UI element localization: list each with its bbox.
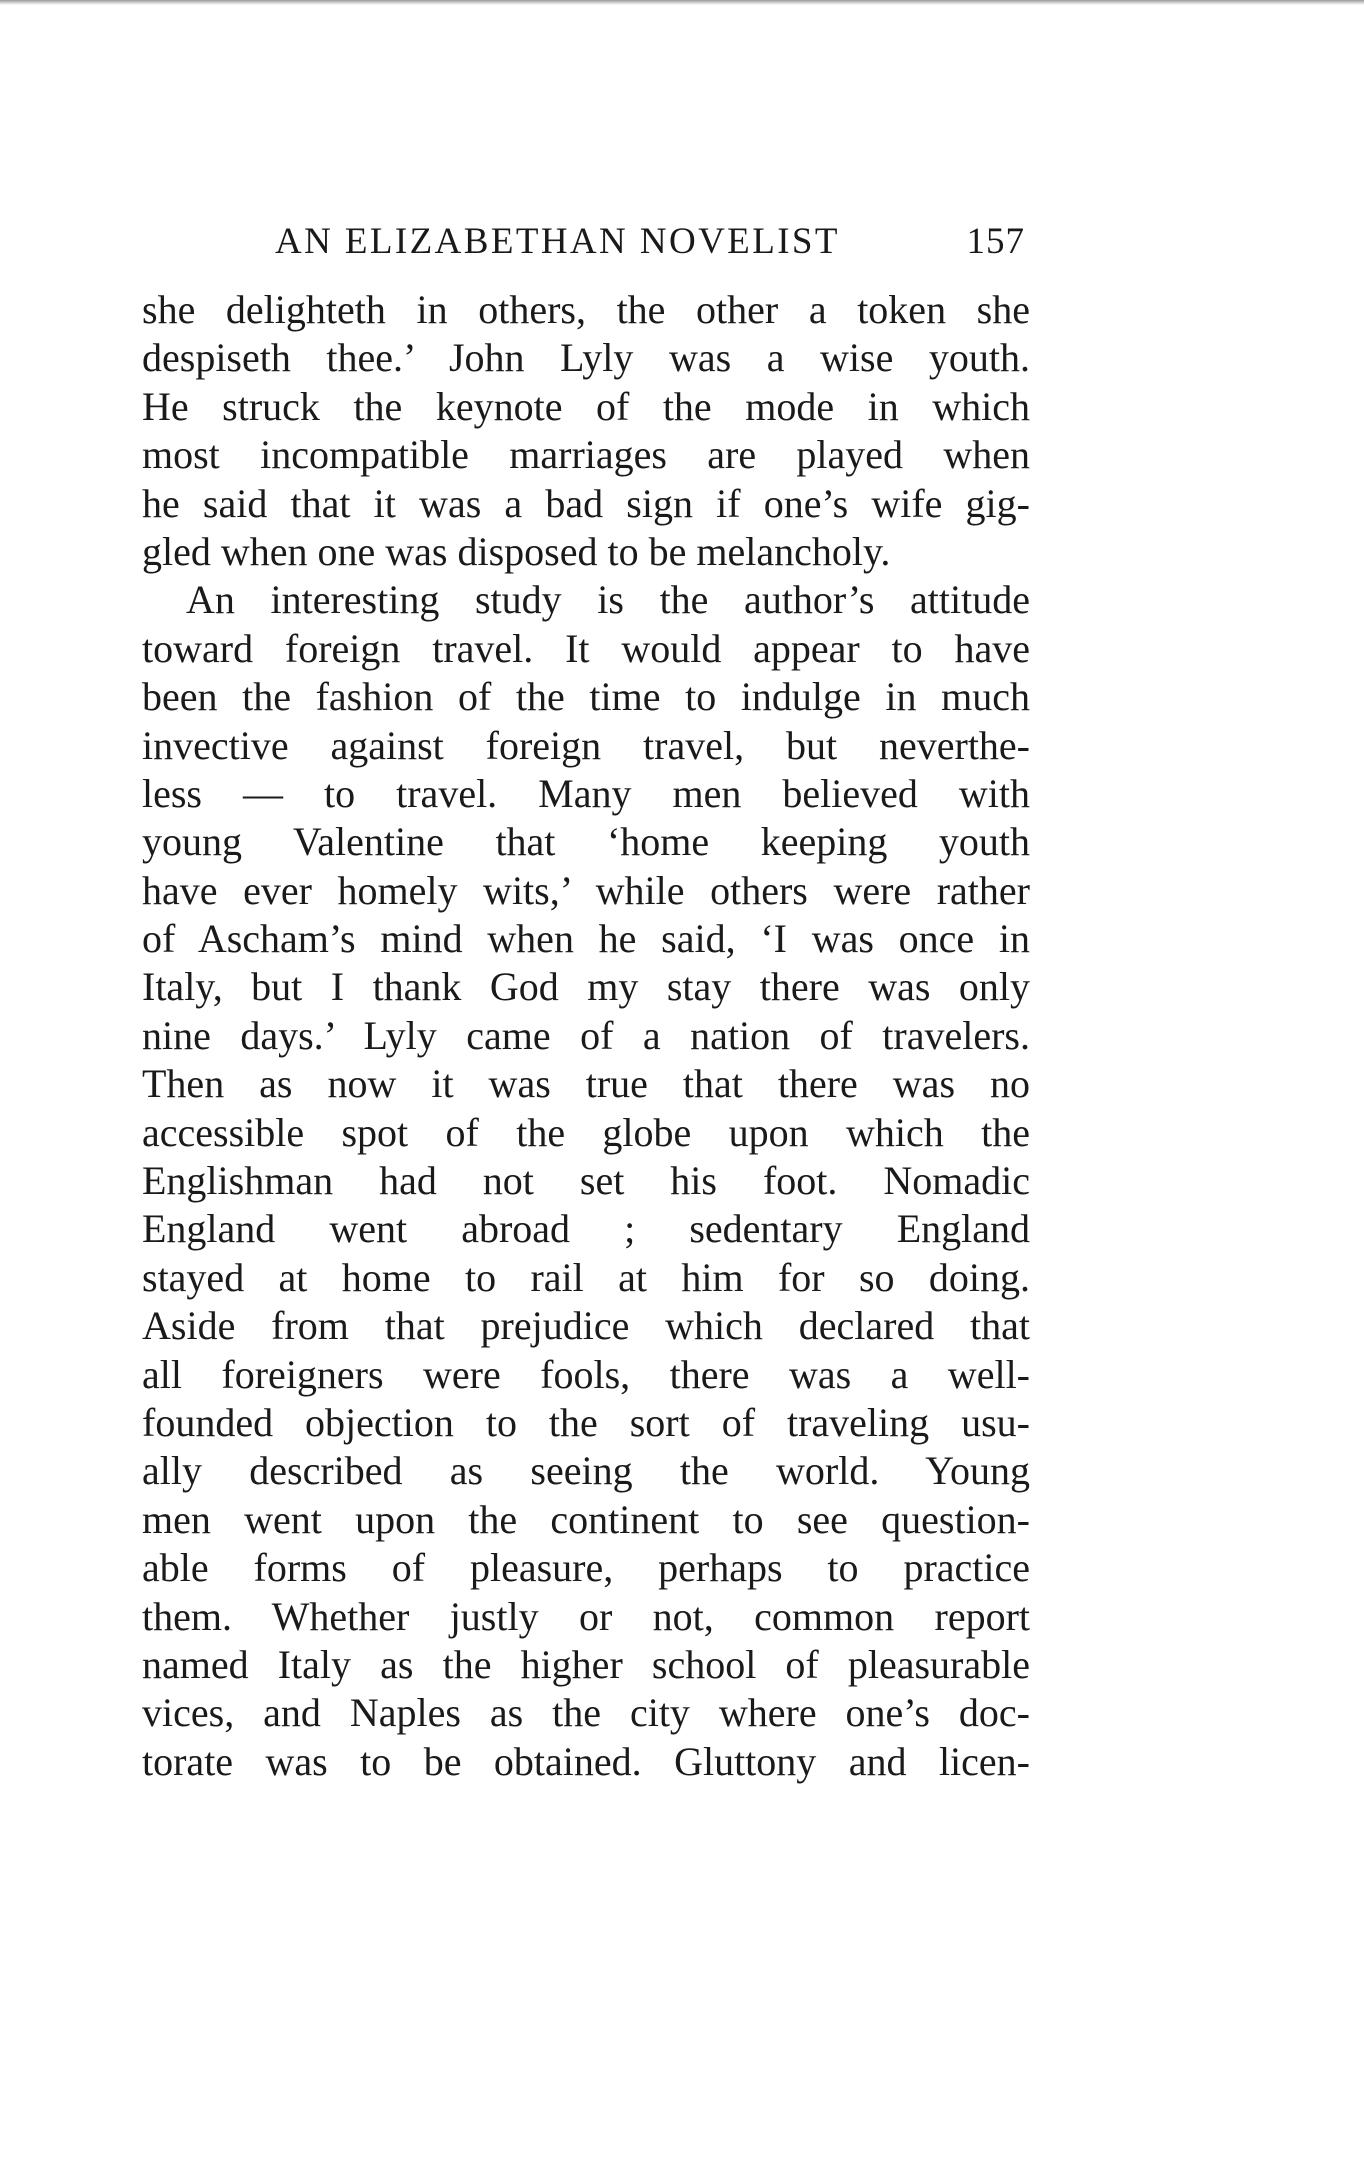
text-line: able forms of pleasure, perhaps to practice [142,1545,1030,1591]
text-line: Italy, but I thank God my stay there was only [142,964,1030,1010]
body-text [142,286,1030,1786]
text-line: torate was to be obtained. Gluttony and licen- [142,1738,1030,1784]
text-line: He struck the keynote of the mode in which [142,383,1030,429]
text-line: all foreigners were fools, there was a well- [142,1351,1030,1397]
text-line: accessible spot of the globe upon which the [142,1109,1030,1155]
text-line: Aside from that prejudice which declared that [142,1303,1030,1349]
text-line: ally described as seeing the world. Young [142,1448,1030,1494]
text-line: England went abroad ; sedentary England [142,1206,1030,1252]
text-line: less — to travel. Many men believed with [142,770,1030,816]
text-line: them. Whether justly or not, common report [142,1593,1030,1639]
text-line: been the fashion of the time to indulge in much [142,674,1030,720]
text-line: despiseth thee.’ John Lyly was a wise youth. [142,335,1030,381]
text-line: nine days.’ Lyly came of a nation of travelers. [142,1012,1030,1058]
text-line: of Ascham’s mind when he said, ‘I was once in [142,916,1030,962]
page-number: 157 [966,221,1025,262]
text-line: named Italy as the higher school of pleasurable [142,1641,1030,1687]
text-line: vices, and Naples as the city where one’s doc- [142,1690,1030,1736]
text-line: he said that it was a bad sign if one’s wife gig- [142,480,1030,526]
text-line: most incompatible marriages are played when [142,432,1030,478]
text-line: An interesting study is the author’s attitude [186,577,1030,623]
text-line: invective against foreign travel, but neverthe- [142,722,1030,768]
text-line: stayed at home to rail at him for so doing. [142,1254,1030,1300]
page-top-edge [0,0,1364,5]
text-line: founded objection to the sort of traveling usu- [142,1399,1030,1445]
text-line: gled when one was disposed to be melancholy. [142,528,891,574]
text-line: she delighteth in others, the other a token she [142,287,1030,332]
text-line: Englishman had not set his foot. Nomadic [142,1158,1030,1204]
text-line: Then as now it was true that there was no [142,1061,1030,1107]
text-line: have ever homely wits,’ while others were rather [142,867,1030,913]
running-head-title: AN ELIZABETHAN NOVELIST [275,221,840,262]
text-line: men went upon the continent to see question- [142,1496,1030,1542]
text-line: toward foreign travel. It would appear to have [142,625,1030,671]
running-head [275,220,1025,270]
text-line: young Valentine that ‘home keeping youth [142,819,1030,865]
